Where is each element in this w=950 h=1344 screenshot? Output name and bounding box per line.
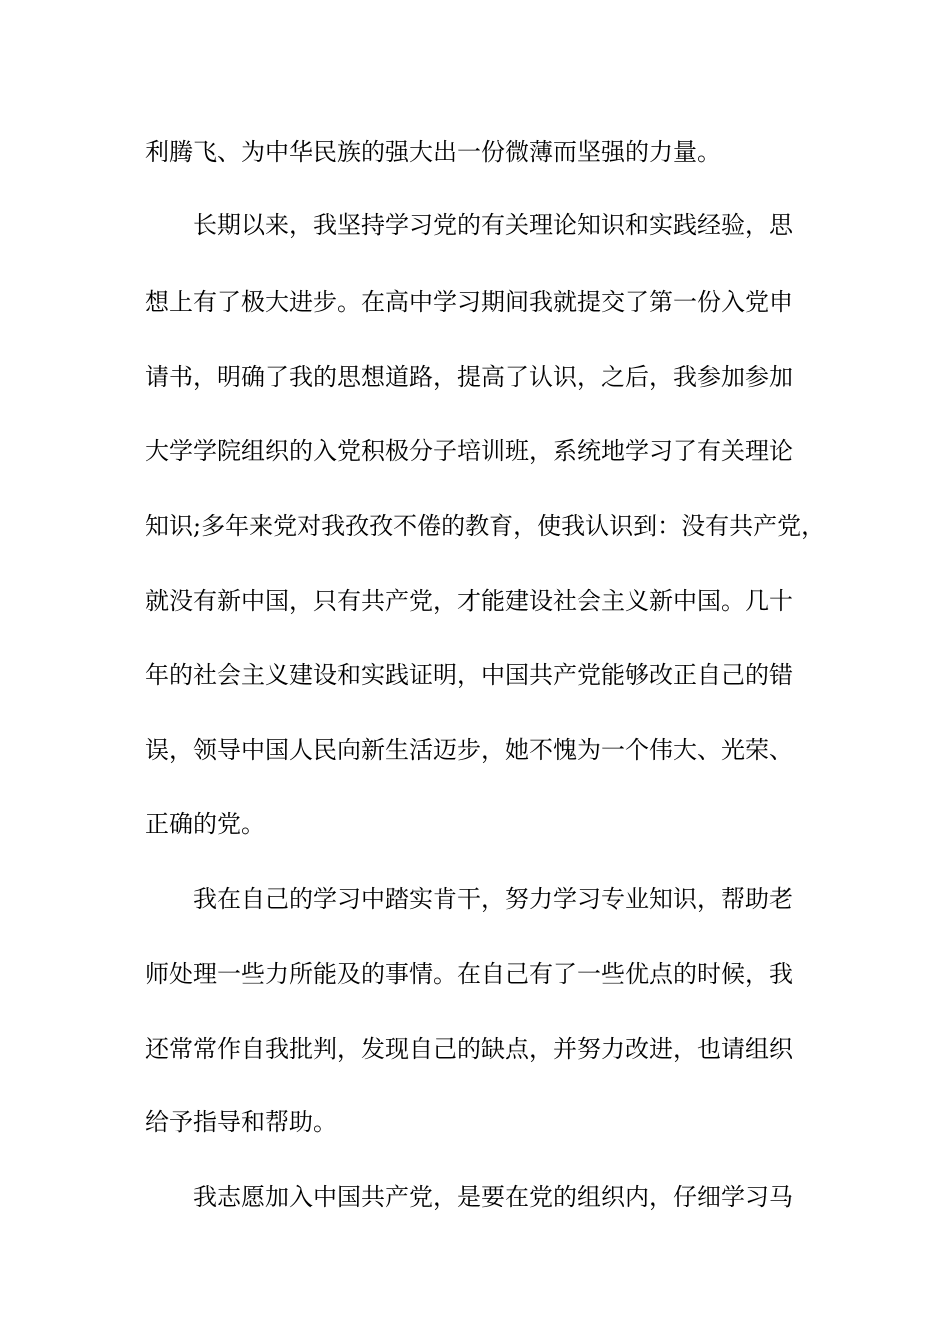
text-line: 给予指导和帮助。 [145, 1108, 337, 1136]
text-line: 大学学院组织的入党积极分子培训班，系统地学习了有关理论 [145, 437, 793, 465]
text-line: 知识;多年来党对我孜孜不倦的教育，使我认识到：没有共产党， [145, 512, 826, 540]
text-line: 请书，明确了我的思想道路，提高了认识，之后，我参加参加 [145, 363, 793, 391]
text-line: 还常常作自我批判，发现自己的缺点，并努力改进，也请组织 [145, 1035, 793, 1063]
text-line: 年的社会主义建设和实践证明，中国共产党能够改正自己的错 [145, 661, 793, 689]
text-line: 误，领导中国人民向新生活迈步，她不愧为一个伟大、光荣、 [145, 736, 793, 764]
text-line: 师处理一些力所能及的事情。在自己有了一些优点的时候，我 [145, 960, 793, 988]
text-line: 正确的党。 [145, 810, 265, 838]
text-line: 利腾飞、为中华民族的强大出一份微薄而坚强的力量。 [145, 138, 721, 166]
paragraph-first-line: 我在自己的学习中踏实肯干，努力学习专业知识，帮助老 [193, 885, 793, 913]
paragraph-first-line: 我志愿加入中国共产党，是要在党的组织内，仔细学习马 [193, 1183, 793, 1211]
text-line: 想上有了极大进步。在高中学习期间我就提交了第一份入党申 [145, 288, 793, 316]
text-line: 就没有新中国，只有共产党，才能建设社会主义新中国。几十 [145, 587, 793, 615]
paragraph-first-line: 长期以来，我坚持学习党的有关理论知识和实践经验，思 [193, 211, 793, 239]
